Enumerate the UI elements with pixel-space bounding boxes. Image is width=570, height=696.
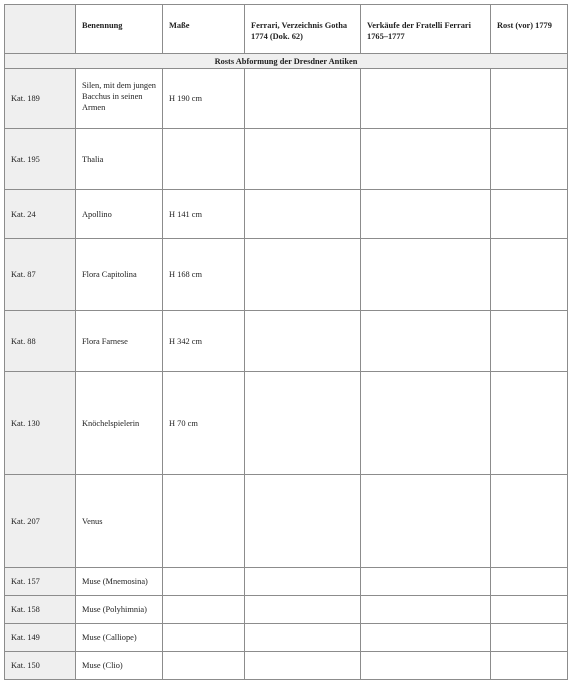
name-cell: Flora Capitolina bbox=[76, 239, 163, 311]
rost-cell bbox=[491, 69, 568, 129]
catalog-cell: Kat. 189 bbox=[5, 69, 76, 129]
catalog-cell: Kat. 195 bbox=[5, 129, 76, 190]
ferrari-cell bbox=[245, 568, 361, 596]
ferrari-cell bbox=[245, 624, 361, 652]
name-cell: Muse (Polyhimnia) bbox=[76, 596, 163, 624]
catalog-cell: Kat. 207 bbox=[5, 475, 76, 568]
dimensions-cell bbox=[163, 129, 245, 190]
catalog-cell: Kat. 87 bbox=[5, 239, 76, 311]
ferrari-cell bbox=[245, 372, 361, 475]
table-row bbox=[5, 239, 568, 311]
name-cell: Muse (Mnemosina) bbox=[76, 568, 163, 596]
dimensions-cell: H 190 cm bbox=[163, 69, 245, 129]
sales-cell bbox=[361, 311, 491, 372]
header-dimensions: Maße bbox=[163, 5, 245, 54]
sales-cell bbox=[361, 69, 491, 129]
table-row bbox=[5, 190, 568, 239]
catalog-cell: Kat. 149 bbox=[5, 624, 76, 652]
catalog-cell: Kat. 150 bbox=[5, 652, 76, 680]
dimensions-cell: H 70 cm bbox=[163, 372, 245, 475]
table-row bbox=[5, 475, 568, 568]
sculpture-table bbox=[4, 4, 568, 680]
sales-cell bbox=[361, 652, 491, 680]
dimensions-cell bbox=[163, 652, 245, 680]
ferrari-cell bbox=[245, 652, 361, 680]
header-catalog bbox=[5, 5, 76, 54]
rost-cell bbox=[491, 311, 568, 372]
rost-cell bbox=[491, 568, 568, 596]
name-cell: Apollino bbox=[76, 190, 163, 239]
rost-cell bbox=[491, 652, 568, 680]
table-container bbox=[4, 4, 568, 680]
dimensions-cell bbox=[163, 596, 245, 624]
dimensions-cell bbox=[163, 568, 245, 596]
sales-cell bbox=[361, 129, 491, 190]
ferrari-cell bbox=[245, 311, 361, 372]
header-ferrari: Ferrari, Verzeichnis Gotha 1774 (Dok. 62) bbox=[245, 5, 361, 54]
name-cell: Flora Farnese bbox=[76, 311, 163, 372]
rost-cell bbox=[491, 596, 568, 624]
table-row bbox=[5, 624, 568, 652]
table-row bbox=[5, 568, 568, 596]
name-cell: Muse (Clio) bbox=[76, 652, 163, 680]
catalog-cell: Kat. 158 bbox=[5, 596, 76, 624]
table-row bbox=[5, 129, 568, 190]
dimensions-cell bbox=[163, 624, 245, 652]
catalog-cell: Kat. 130 bbox=[5, 372, 76, 475]
dimensions-cell: H 342 cm bbox=[163, 311, 245, 372]
name-cell: Muse (Calliope) bbox=[76, 624, 163, 652]
catalog-cell: Kat. 157 bbox=[5, 568, 76, 596]
sales-cell bbox=[361, 239, 491, 311]
ferrari-cell bbox=[245, 69, 361, 129]
rost-cell bbox=[491, 129, 568, 190]
dimensions-cell: H 168 cm bbox=[163, 239, 245, 311]
catalog-cell: Kat. 88 bbox=[5, 311, 76, 372]
dimensions-cell bbox=[163, 475, 245, 568]
header-rost: Rost (vor) 1779 bbox=[491, 5, 568, 54]
name-cell: Silen, mit dem jungen Bacchus in seinen Armen bbox=[76, 69, 163, 129]
rost-cell bbox=[491, 372, 568, 475]
ferrari-cell bbox=[245, 129, 361, 190]
name-cell: Knöchelspielerin bbox=[76, 372, 163, 475]
name-cell: Thalia bbox=[76, 129, 163, 190]
ferrari-cell bbox=[245, 239, 361, 311]
table-row bbox=[5, 69, 568, 129]
header-row bbox=[5, 5, 568, 54]
section-row bbox=[5, 54, 568, 69]
catalog-cell: Kat. 24 bbox=[5, 190, 76, 239]
rost-cell bbox=[491, 239, 568, 311]
rost-cell bbox=[491, 475, 568, 568]
header-sales: Verkäufe der Fratelli Ferrari 1765–1777 bbox=[361, 5, 491, 54]
sales-cell bbox=[361, 372, 491, 475]
ferrari-cell bbox=[245, 190, 361, 239]
name-cell: Venus bbox=[76, 475, 163, 568]
table-row bbox=[5, 652, 568, 680]
sales-cell bbox=[361, 568, 491, 596]
header-name: Benennung bbox=[76, 5, 163, 54]
ferrari-cell bbox=[245, 475, 361, 568]
table-row bbox=[5, 311, 568, 372]
table-row bbox=[5, 372, 568, 475]
section-title: Rosts Abformung der Dresdner Antiken bbox=[5, 54, 568, 69]
sales-cell bbox=[361, 475, 491, 568]
rost-cell bbox=[491, 190, 568, 239]
table-row bbox=[5, 596, 568, 624]
rost-cell bbox=[491, 624, 568, 652]
sales-cell bbox=[361, 596, 491, 624]
dimensions-cell: H 141 cm bbox=[163, 190, 245, 239]
ferrari-cell bbox=[245, 596, 361, 624]
sales-cell bbox=[361, 624, 491, 652]
sales-cell bbox=[361, 190, 491, 239]
